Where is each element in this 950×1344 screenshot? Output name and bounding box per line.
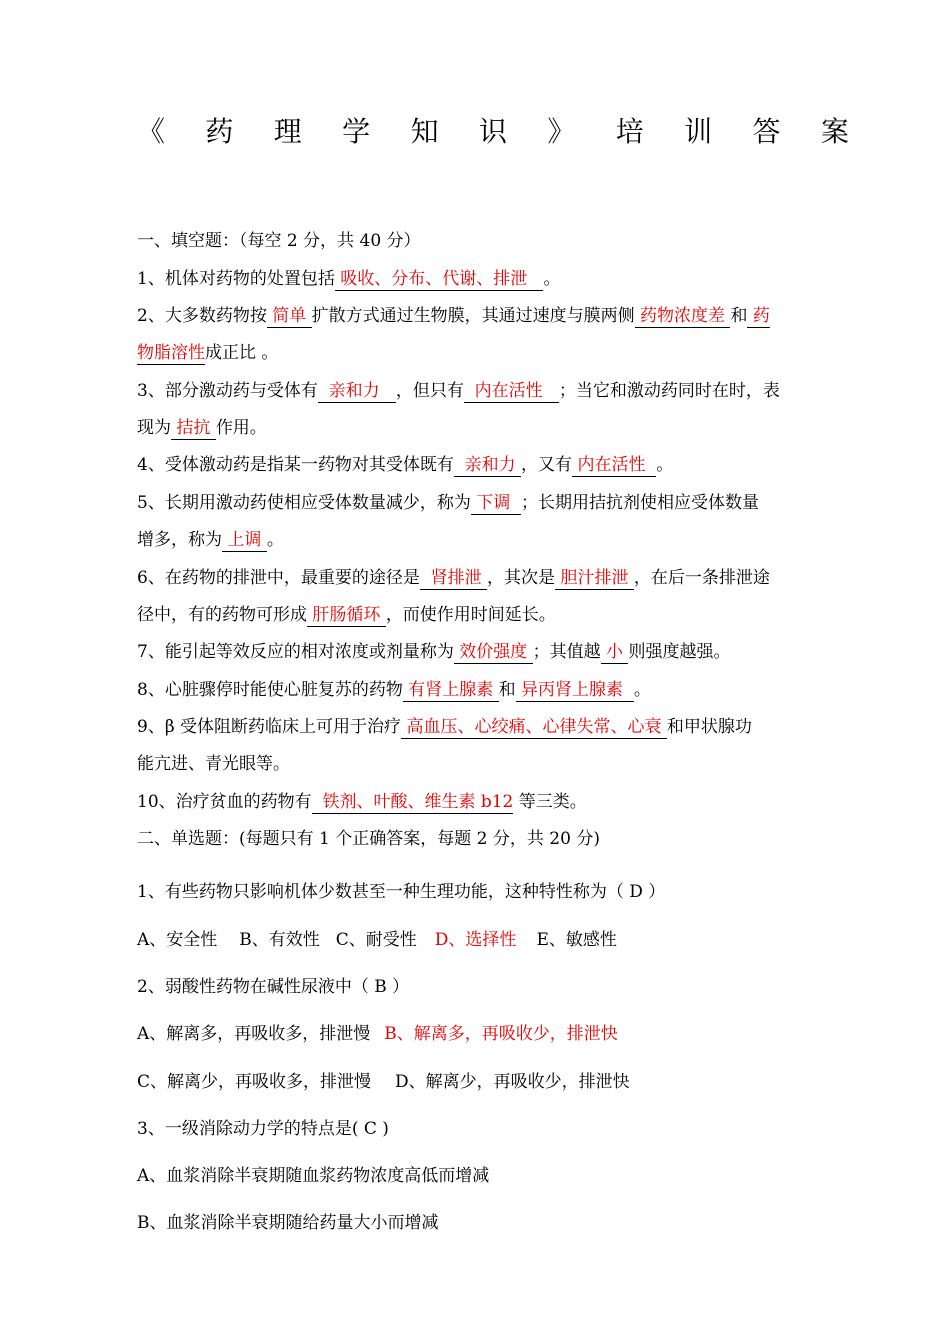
answer: 上调 — [222, 530, 267, 552]
q-text: 5、长期用激动药使相应受体数量减少，称为 — [137, 493, 471, 513]
q-text: 扩散方式通过生物膜，其通过速度与膜两侧 — [311, 306, 635, 326]
q-text: 6、在药物的排泄中，最重要的途径是 — [137, 568, 420, 588]
q-text: 径中，有的药物可形成 — [137, 605, 307, 625]
q-text: 10、治疗贫血的药物有 — [137, 792, 312, 812]
mc-q3-stem: 3、一级消除动力学的特点是( C ) — [137, 1119, 389, 1139]
option-correct: D、选择性 — [434, 930, 517, 950]
q-text: ，又有 — [521, 455, 573, 475]
answer: 吸收、分布、代谢、排泄 — [335, 269, 544, 291]
option: A、解离多，再吸收多，排泄慢 — [137, 1024, 371, 1044]
q-text: 。 — [266, 530, 284, 550]
page-title — [137, 112, 849, 152]
title-char: 理 — [273, 115, 302, 148]
answer: 效价强度 — [454, 642, 533, 664]
answer: 药物浓度差 — [635, 306, 731, 328]
fill-q1 — [137, 267, 849, 291]
q-text: 8、心脏骤停时能使心脏复苏的药物 — [137, 680, 403, 700]
q-text: ，其次是 — [487, 568, 556, 588]
answer: 亲和力 — [318, 381, 396, 403]
answer: 内在活性 — [464, 381, 559, 403]
fill-q9-cont — [137, 752, 849, 776]
option: E、敏感性 — [536, 930, 617, 950]
q-text: 9、β 受体阻断药临床上可用于治疗 — [137, 717, 402, 737]
fill-q3 — [137, 379, 849, 403]
fill-q2 — [137, 304, 849, 328]
answer: 亲和力 — [454, 455, 521, 477]
fill-q8 — [137, 678, 849, 702]
q-text: 2、大多数药物按 — [137, 306, 267, 326]
q-text: 4、受体激动药是指某一药物对其受体既有 — [137, 455, 454, 475]
answer: 高血压、心绞痛、心律失常、心衰 — [401, 717, 667, 739]
fill-q6 — [137, 566, 849, 590]
mc-q3-option-a: A、血浆消除半衰期随血浆药物浓度高低而增减 — [137, 1166, 490, 1186]
q-text: ，在后一条排泄途 — [633, 568, 770, 588]
q-text: 作用。 — [215, 418, 267, 438]
answer: 内在活性 — [572, 455, 656, 477]
title-char: 药 — [205, 115, 234, 148]
q-text: 。 — [543, 269, 561, 289]
option: D、解离少，再吸收少，排泄快 — [395, 1072, 630, 1092]
option-correct: B、解离多，再吸收少，排泄快 — [384, 1024, 618, 1044]
q-text: 增多，称为 — [137, 530, 222, 550]
section2-heading: 二、单选题：(每题只有 1 个正确答案，每题 2 分，共 20 分) — [137, 829, 600, 849]
q-text: 现为 — [137, 418, 171, 438]
q-text: 和甲状腺功 — [666, 717, 752, 737]
fill-q5-cont — [137, 528, 849, 552]
q-text: 7、能引起等效反应的相对浓度或剂量称为 — [137, 642, 454, 662]
fill-q9 — [137, 715, 849, 739]
title-char: 》 — [547, 115, 576, 148]
title-char: 知 — [410, 115, 439, 148]
title-char: 案 — [820, 115, 849, 148]
fill-q2-cont — [137, 341, 849, 365]
section1-heading: 一、填空题：（每空 2 分，共 40 分） — [137, 231, 421, 251]
title-char: 《 — [137, 115, 166, 148]
option: A、安全性 — [137, 930, 218, 950]
answer: 小 — [601, 642, 629, 664]
q-text: 等三类。 — [518, 792, 587, 812]
q-text: 。 — [656, 455, 674, 475]
answer: 肾排泄 — [420, 568, 487, 590]
answer: 物脂溶性 — [137, 343, 205, 363]
title-char: 识 — [478, 115, 507, 148]
q-text: ；当它和激动药同时在时，表 — [558, 381, 780, 401]
mc-q3-option-b: B、血浆消除半衰期随给药量大小而增减 — [137, 1213, 439, 1233]
q-text: 则强度越强。 — [628, 642, 731, 662]
option: C、解离少，再吸收多，排泄慢 — [137, 1072, 372, 1092]
answer: 胆汁排泄 — [555, 568, 634, 590]
q-text: 和 — [498, 680, 516, 700]
q-text: 3、部分激动药与受体有 — [137, 381, 318, 401]
answer: 肝肠循环 — [307, 605, 386, 627]
fill-q7 — [137, 640, 849, 664]
mc-q1-options — [137, 928, 849, 952]
title-char: 学 — [342, 115, 371, 148]
fill-q3-cont — [137, 416, 849, 440]
answer: 有肾上腺素 — [403, 680, 499, 702]
q-text: 成正比 。 — [205, 343, 279, 363]
q-text: 和 — [730, 306, 748, 326]
answer: 异丙肾上腺素 — [516, 680, 634, 702]
q-text: ，但只有 — [395, 381, 464, 401]
option: C、耐受性 — [335, 930, 417, 950]
answer: 拮抗 — [171, 418, 216, 440]
mc-q2-stem: 2、弱酸性药物在碱性尿液中（ B ） — [137, 977, 410, 997]
q-text: 能亢进、青光眼等。 — [137, 754, 290, 774]
q-text: ，而使作用时间延长。 — [385, 605, 556, 625]
answer: 铁剂、叶酸、维生素 b12 — [312, 792, 514, 814]
mc-q2-options-2 — [137, 1070, 849, 1094]
q-text: ；其值越 — [532, 642, 601, 662]
title-char: 训 — [684, 115, 713, 148]
q-text: 。 — [633, 680, 651, 700]
answer: 药 — [747, 306, 769, 328]
fill-q6-cont — [137, 603, 849, 627]
fill-q4 — [137, 453, 849, 477]
mc-q1-stem: 1、有些药物只影响机体少数甚至一种生理功能，这种特性称为（ D ） — [137, 882, 666, 902]
q-text: ；长期用拮抗剂使相应受体数量 — [521, 493, 760, 513]
answer: 下调 — [471, 493, 521, 515]
mc-q2-options-1 — [137, 1022, 849, 1046]
title-char: 答 — [752, 115, 781, 148]
answer: 简单 — [267, 306, 312, 328]
q-text: 1、机体对药物的处置包括 — [137, 269, 335, 289]
fill-q10 — [137, 790, 849, 814]
fill-q5 — [137, 491, 849, 515]
option: B、有效性 — [239, 930, 320, 950]
title-char: 培 — [615, 115, 644, 148]
